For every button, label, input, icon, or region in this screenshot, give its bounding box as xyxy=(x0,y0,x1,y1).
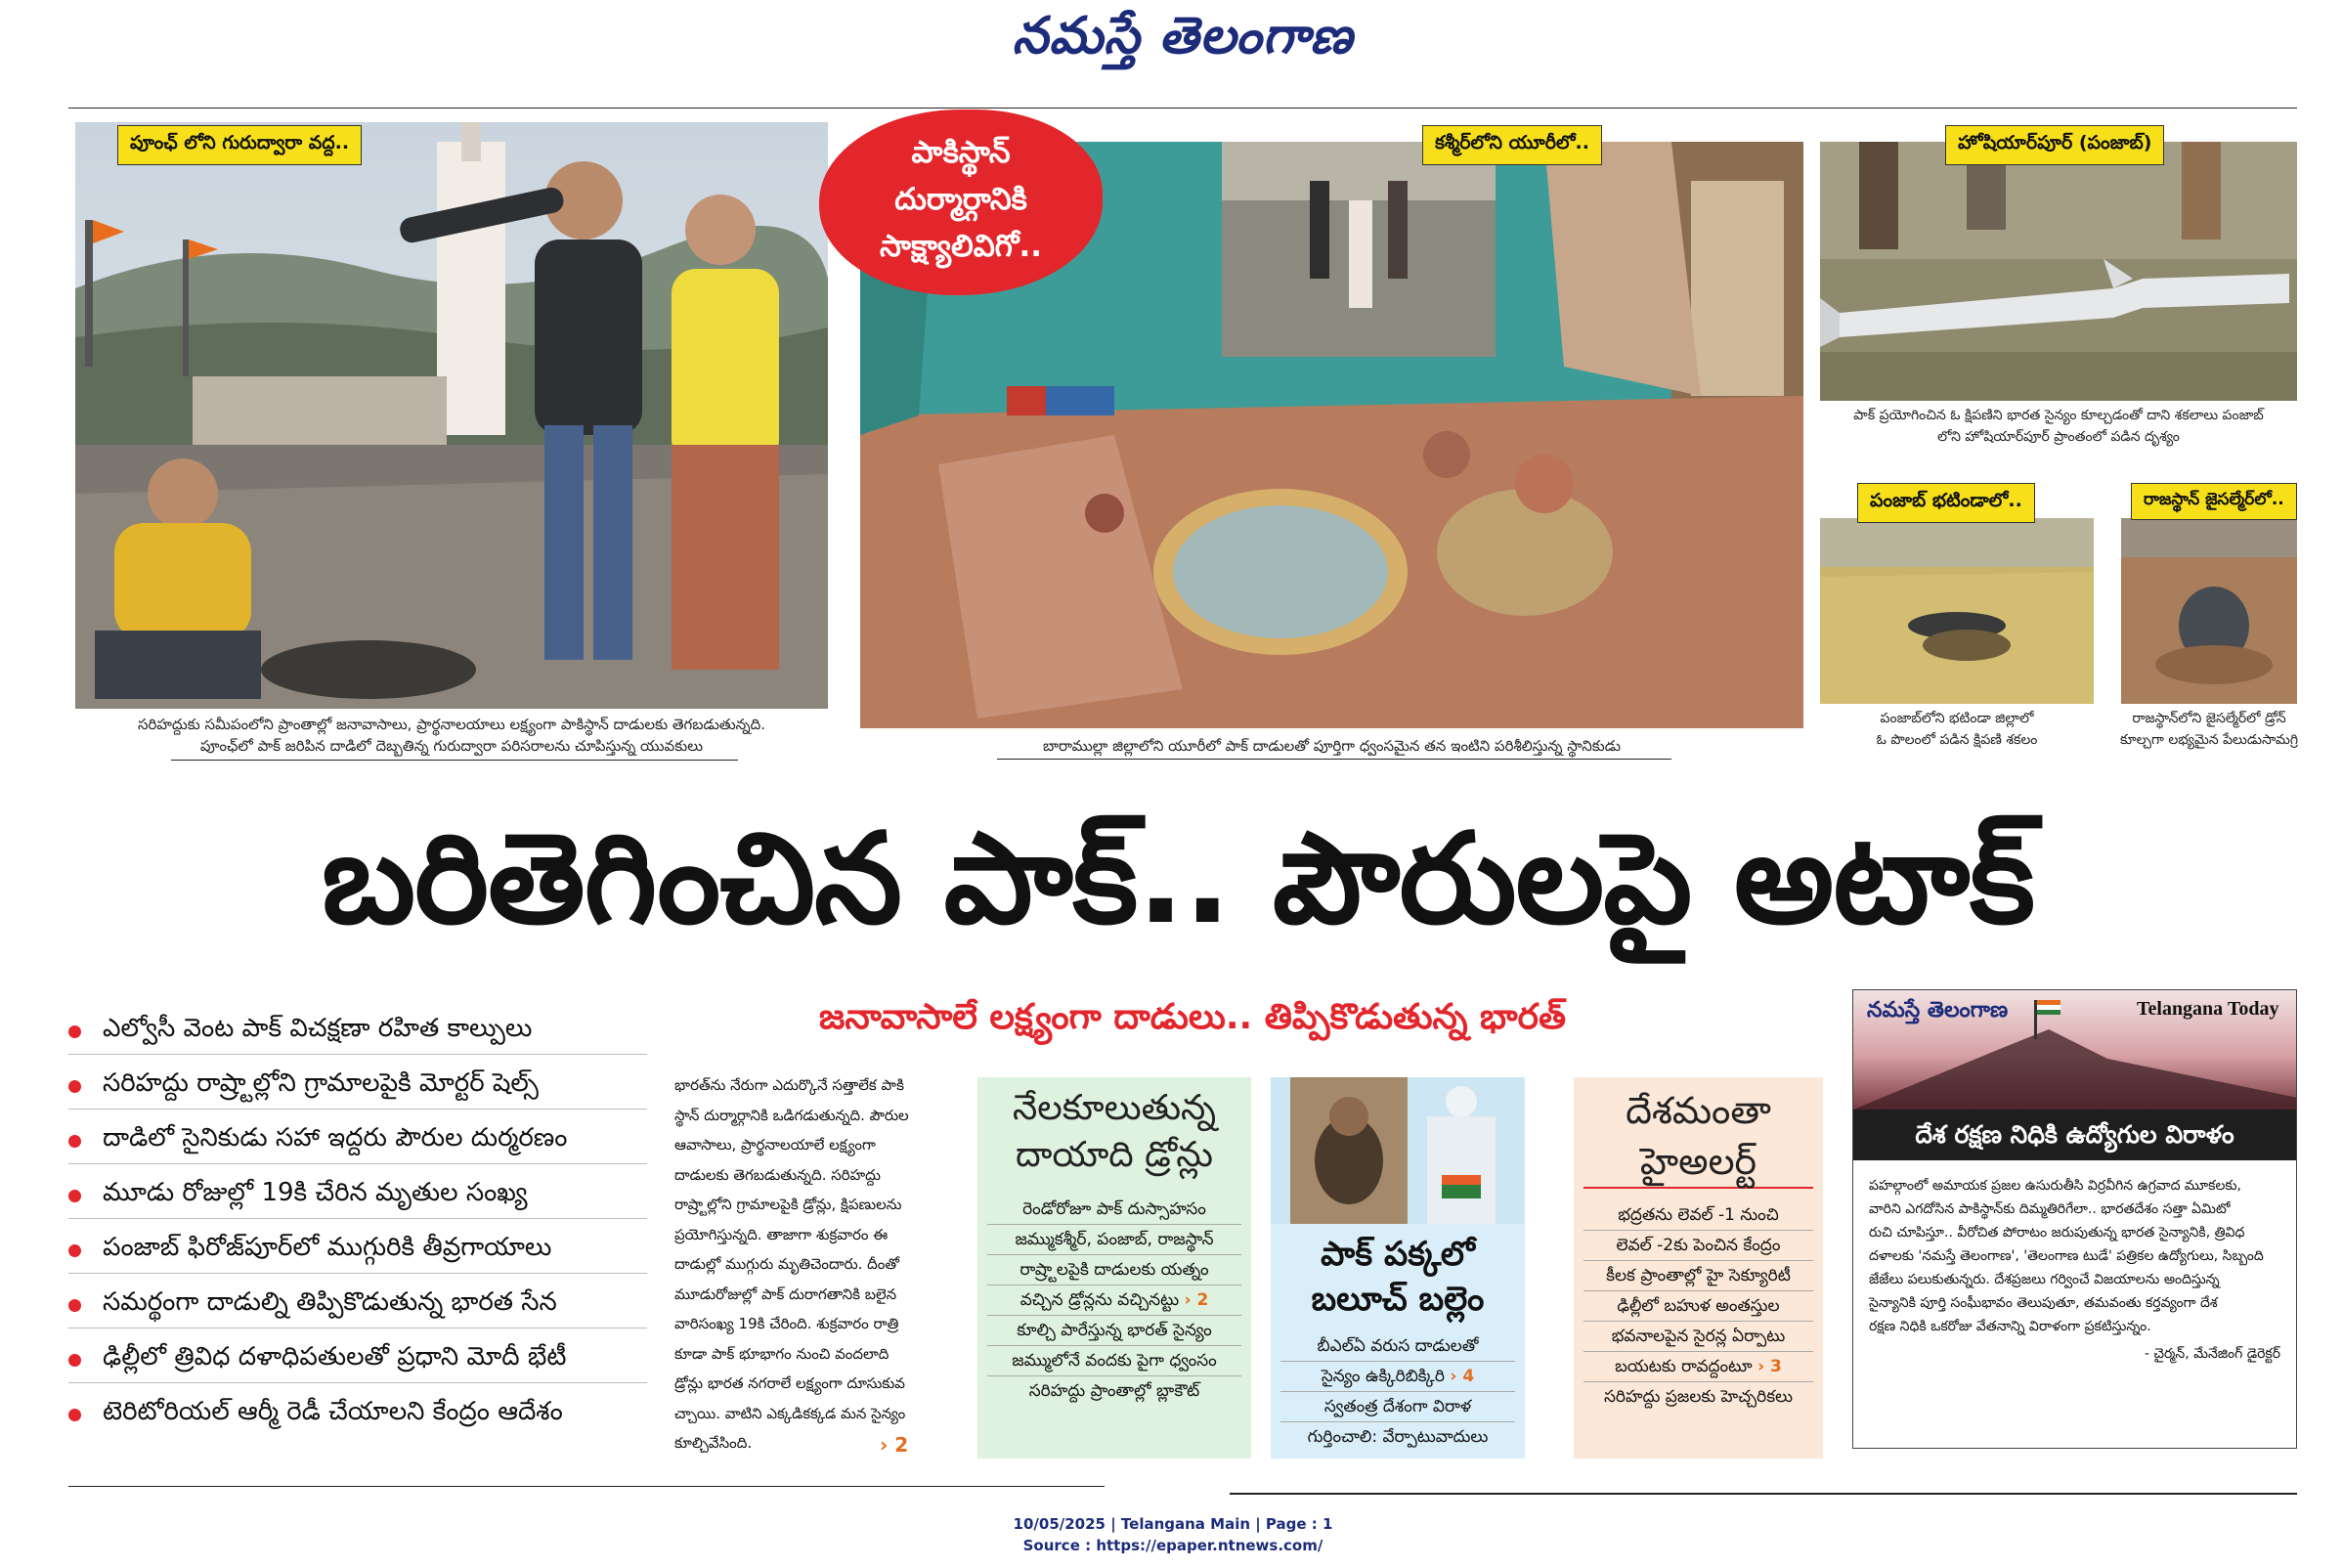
footer-date-page: 10/05/2025 | Telangana Main | Page : 1 xyxy=(1013,1515,1333,1533)
box-line: రెండోరోజూ పాక్ దుస్సాహసం xyxy=(987,1195,1241,1225)
badge-line: సాక్ష్యాలివిగో.. xyxy=(879,229,1043,264)
bullet-text: దాడిలో సైనికుడు సహా ఇద్దరు పౌరుల దుర్మరణం xyxy=(103,1123,568,1153)
photo-tag-hoshiarpur: హోషియార్‌పూర్ (పంజాబ్) xyxy=(1945,125,2164,165)
promo-line: దళాలకు 'నమస్తే తెలంగాణ', 'తెలంగాణ టుడే' పత్రికల ఉద్యోగులు, సిబ్బంది xyxy=(1869,1248,2264,1264)
box-line-text: వచ్చిన డ్రోన్లను వచ్చినట్టు xyxy=(1019,1290,1180,1310)
photo-tag-poonch: పూంఛ్ లోని గురుద్వారా వద్ద.. xyxy=(117,125,362,165)
box-line: ఢిల్లీలో బహుళ అంతస్తుల xyxy=(1583,1291,1813,1322)
promo-signature: - చైర్మన్, మేనేజింగ్ డైరెక్టర్ xyxy=(2144,1346,2280,1362)
box-line: భద్రతను లెవల్ -1 నుంచి xyxy=(1583,1200,1813,1231)
story-line: దాడుల్లో ముగ్గురు మృతిచెందారు. దీంతో xyxy=(674,1255,900,1273)
bullet-dot xyxy=(68,1409,81,1421)
bullet-item xyxy=(68,1337,647,1383)
caption-line: పంజాబ్‌లోని భటిండా జిల్లాలో xyxy=(1880,711,2034,726)
hoshiarpur-missile-photo xyxy=(1820,142,2297,401)
promo-logo-tt xyxy=(2137,998,2278,1021)
baloch-box xyxy=(1271,1077,1525,1459)
bullet-dot xyxy=(68,1025,81,1038)
high-alert-box xyxy=(1574,1077,1823,1459)
story-line: కూడా పాక్ భూభాగం నుంచి వందలాది xyxy=(674,1344,889,1363)
bhatinda-missile-photo xyxy=(1820,518,2094,704)
promo-logo-nt: నమస్తే తెలంగాణ xyxy=(1867,998,2009,1023)
story-line: మూడురోజుల్లో పాక్ దురాగతానికి బలైన xyxy=(674,1285,897,1303)
promo-line: రక్షణ నిధికి ఒకరోజు వేతనాన్ని విరాళంగా ప్రకటిస్తున్నం. xyxy=(1869,1319,2151,1334)
caption-line: సరిహద్దుకు సమీపంలోని ప్రాంతాల్లో జనావాసాలు, ప్రార్థనాలయాలు లక్ష్యంగా పాకిస్థాన్ దాడులకు తెగబడుతున్నది. xyxy=(138,716,765,733)
photo-caption-hoshiarpur xyxy=(1820,405,2297,448)
story-line: ప్రయోగిస్తున్నది. తాజాగా శుక్రవారం ఈ xyxy=(674,1225,889,1243)
sub-headline: జనావాసాలే లక్ష్యంగా దాడులు.. తిప్పికొడుతున్న భారత్ xyxy=(819,997,1566,1037)
caption-line: పూంఛ్‌లో పాక్ జరిపిన దాడిలో దెబ్బతిన్న గురుద్వారా పరిసరాలను చూపిస్తున్న యువకులు xyxy=(199,737,704,755)
story-line: డ్రోన్లు భారత నగరాలే లక్ష్యంగా దూసుకువ xyxy=(674,1374,905,1392)
promo-body xyxy=(1853,1160,2296,1366)
photo-tag-jaisalmer: రాజస్థాన్ జైసల్మేర్‌లో.. xyxy=(2131,483,2297,520)
badge-line: దుర్మార్గానికి xyxy=(894,182,1027,217)
promo-line: పహల్గాంలో అమాయక ప్రజల ఉసురుతీసి విర్రవీగిన ఉగ్రవాద మూకలకు, xyxy=(1869,1178,2242,1194)
box-title: నేలకూలుతున్న xyxy=(1012,1088,1217,1128)
promo-line: వారిని ఎగదోసిన పాకిస్థాన్‌కు దిమ్మతిరిగేలా.. భారతదేశం సత్తా ఏమిటో xyxy=(1869,1201,2231,1217)
bullet-item xyxy=(68,1173,647,1219)
caption-line: రాజస్థాన్‌లోని జైసల్మేర్‌లో డ్రోన్ xyxy=(2132,711,2286,726)
promo-line: రుచి చూపిస్తూ.. వీరోచిత పోరాటం జరుపుతున్న భారత సైన్యానికి, త్రివిధ xyxy=(1869,1225,2245,1241)
story-line: భారత్‌ను నేరుగా ఎదుర్కొనే సత్తాలేక పాకి xyxy=(674,1076,904,1094)
box-line: రాష్ర్టాలపైకి దాడులకు యత్నం xyxy=(987,1255,1241,1285)
caption-line: ఓ పొలంలో పడిన క్షిపణి శకలం xyxy=(1876,732,2038,748)
bullet-text: ఎల్వోసీ వెంట పాక్ విచక్షణా రహిత కాల్పులు xyxy=(103,1014,533,1043)
bullet-text: సరిహద్దు రాష్ర్టాల్లోని గ్రామాలపైకి మోర్టర్ షెల్స్ xyxy=(103,1068,539,1098)
caption-rule xyxy=(171,760,738,761)
story-line: వారిసంఖ్య 19కి చేరింది. శుక్రవారం రాత్రి xyxy=(674,1315,899,1332)
box-line: లెవల్ -2కు పెంచిన కేంద్రం xyxy=(1583,1231,1813,1261)
bullet-dot xyxy=(68,1190,81,1202)
story-line: స్థాన్ దుర్మార్గానికి ఒడిగడుతున్నది. పౌరుల xyxy=(674,1106,909,1124)
box-line-text: సైన్యం ఉక్కిరిబిక్కిరి xyxy=(1321,1367,1445,1386)
bullet-dot xyxy=(68,1244,81,1257)
jump-page: 2 xyxy=(894,1433,909,1457)
promo-line: జేజేలు పలుకుతున్నరు. దేశప్రజలు గర్వించే విజయాలను అందిస్తున్న xyxy=(1869,1272,2220,1287)
bullet-dot xyxy=(68,1354,81,1367)
box-title: దాయాది డ్రోన్లు xyxy=(1016,1135,1213,1175)
bullet-text: టెరిటోరియల్ ఆర్మీ రెడీ చేయాలని కేంద్రం ఆదేశం xyxy=(103,1397,563,1426)
story-line: రాష్ర్టాల్లోని గ్రామాలపైకి డ్రోన్లు, క్షిపణులను xyxy=(674,1196,902,1213)
bullet-item xyxy=(68,1118,647,1164)
box-line: జమ్ములోనే వందకు పైగా ధ్వంసం xyxy=(987,1346,1241,1376)
box-line: సరిహద్దు ప్రజలకు హెచ్చరికలు xyxy=(1603,1387,1794,1407)
drones-box xyxy=(977,1077,1251,1459)
jump-page: 3 xyxy=(1770,1357,1782,1376)
box-line: స్వతంత్ర దేశంగా విరాళ xyxy=(1280,1392,1515,1422)
box-line: జమ్ముకశ్మీర్, పంజాబ్, రాజస్థాన్ xyxy=(987,1225,1241,1255)
gurudwara-photo xyxy=(75,122,828,709)
box-title: దేశమంతా xyxy=(1626,1089,1771,1132)
footer xyxy=(880,1513,1466,1556)
bottom-rule-left xyxy=(68,1486,1105,1487)
box-line: భవనాలపైన సైరన్ల ఏర్పాటు xyxy=(1583,1322,1813,1352)
promo-logo-tt-part1: Telangana xyxy=(2137,998,2224,1020)
box-jump[interactable]: › 2 xyxy=(1184,1290,1209,1310)
jump-page: 4 xyxy=(1462,1367,1475,1386)
bullet-text: మూడు రోజుల్లో 19కి చేరిన మృతుల సంఖ్య xyxy=(103,1178,528,1207)
box-title: పాక్ పక్కలో xyxy=(1321,1235,1475,1274)
photo-caption-jaisalmer xyxy=(2111,708,2307,751)
box-line: కూల్చి పారేస్తున్న భారత్ సైన్యం xyxy=(987,1316,1241,1346)
masthead-rule xyxy=(68,108,2297,109)
box-line xyxy=(1280,1362,1515,1392)
story-line: దాడులకు తెగబడుతున్నది. సరిహద్దు xyxy=(674,1165,881,1184)
box-line: సరిహద్దు ప్రాంతాల్లో బ్లాకౌట్ xyxy=(1028,1381,1200,1401)
lead-story xyxy=(674,1070,968,1459)
bullet-item xyxy=(68,1009,647,1055)
caption-line: కూల్చగా లభ్యమైన పేలుడుసామగ్రి xyxy=(2119,732,2298,748)
baloch-photo xyxy=(1271,1077,1525,1224)
promo-title: దేశ రక్షణ నిధికి ఉద్యోగుల విరాళం xyxy=(1853,1110,2296,1160)
box-jump[interactable]: › 4 xyxy=(1450,1367,1475,1386)
box-line: బీఎల్ఏ వరుస దాడులతో xyxy=(1280,1331,1515,1362)
promo-logo-tt-part2: Today xyxy=(2227,998,2279,1020)
photo-caption-uri: బారాముల్లా జిల్లాలోని యూరీలో పాక్ దాడులతో పూర్తిగా ధ్వంసమైన తన ఇంటిని పరిశీలిస్తున్న స్థానికుడు xyxy=(1042,737,1622,755)
box-jump[interactable]: › 3 xyxy=(1757,1357,1782,1376)
bullet-item xyxy=(68,1392,647,1437)
donation-promo-box xyxy=(1852,989,2297,1449)
jump-page: 2 xyxy=(1196,1290,1209,1310)
masthead-logo: నమస్తే తెలంగాణ xyxy=(1012,6,1354,65)
bullet-text: సమర్థంగా దాడుల్ని తిప్పికొడుతున్న భారత సేన xyxy=(103,1287,557,1317)
photo-caption-poonch xyxy=(75,714,828,757)
box-title: హైఅలర్ట్ xyxy=(1583,1136,1813,1189)
bullet-item xyxy=(68,1064,647,1110)
photo-tag-bhatinda: పంజాబ్ భటిండాలో.. xyxy=(1857,483,2035,523)
box-line xyxy=(1583,1352,1813,1382)
bottom-rule-right xyxy=(1230,1493,2297,1495)
promo-banner xyxy=(1853,990,2296,1110)
box-title: బలూచ్ బల్లెం xyxy=(1311,1280,1485,1319)
footer-source[interactable]: Source : https://epaper.ntnews.com/ xyxy=(1022,1537,1323,1554)
story-line: కూల్చివేసింది. xyxy=(674,1434,753,1452)
badge-line: పాకిస్థాన్ xyxy=(911,135,1011,170)
jaisalmer-drone-photo xyxy=(2121,518,2297,704)
bullet-item xyxy=(68,1228,647,1274)
main-headline: బరితెగించిన పాక్.. పౌరులపై అటాక్ xyxy=(322,806,2034,952)
bullet-text: పంజాబ్ ఫిరోజ్‌పూర్‌లో ముగ్గురికి తీవ్రగాయాలు xyxy=(103,1233,552,1262)
bullet-dot xyxy=(68,1080,81,1093)
box-line: గుర్తించాలి: వేర్పాటువాదులు xyxy=(1307,1427,1489,1447)
bullet-dot xyxy=(68,1135,81,1148)
box-line-text: బయటకు రావద్దంటూ xyxy=(1615,1357,1753,1376)
box-line: కీలక ప్రాంతాల్లో హై సెక్యూరిటీ xyxy=(1583,1261,1813,1291)
photo-tag-uri: కశ్మీర్‌లోని యూరీలో.. xyxy=(1422,125,1602,165)
story-line: ఆవాసాలు, ప్రార్థనాలయాలే లక్ష్యంగా xyxy=(674,1136,876,1154)
caption-line: పాక్ ప్రయోగించిన ఓ క్షిపణిని భారత సైన్యం కూల్చడంతో దాని శకలాలు పంజాబ్ xyxy=(1853,408,2264,423)
story-jump[interactable]: › 2 xyxy=(880,1433,909,1457)
caption-line: లోని హోషియార్‌పూర్ ప్రాంతంలో పడిన దృశ్యం xyxy=(1937,429,2180,445)
bullet-item xyxy=(68,1283,647,1328)
promo-line: సైన్యానికి పూర్తి సంఘీభావం తెలుపుతూ, తమవంతు కర్తవ్యంగా దేశ xyxy=(1869,1295,2218,1311)
photo-caption-bhatinda xyxy=(1820,708,2094,751)
box-line xyxy=(987,1285,1241,1316)
bullet-text: ఢిల్లీలో త్రివిధ దళాధిపతులతో ప్రధాని మోదీ భేటీ xyxy=(103,1342,567,1372)
caption-rule xyxy=(997,759,1671,760)
bullet-dot xyxy=(68,1299,81,1312)
story-line: చ్చాయి. వాటిని ఎక్కడికక్కడ మన సైన్యం xyxy=(674,1404,906,1422)
evidence-badge xyxy=(819,109,1103,295)
